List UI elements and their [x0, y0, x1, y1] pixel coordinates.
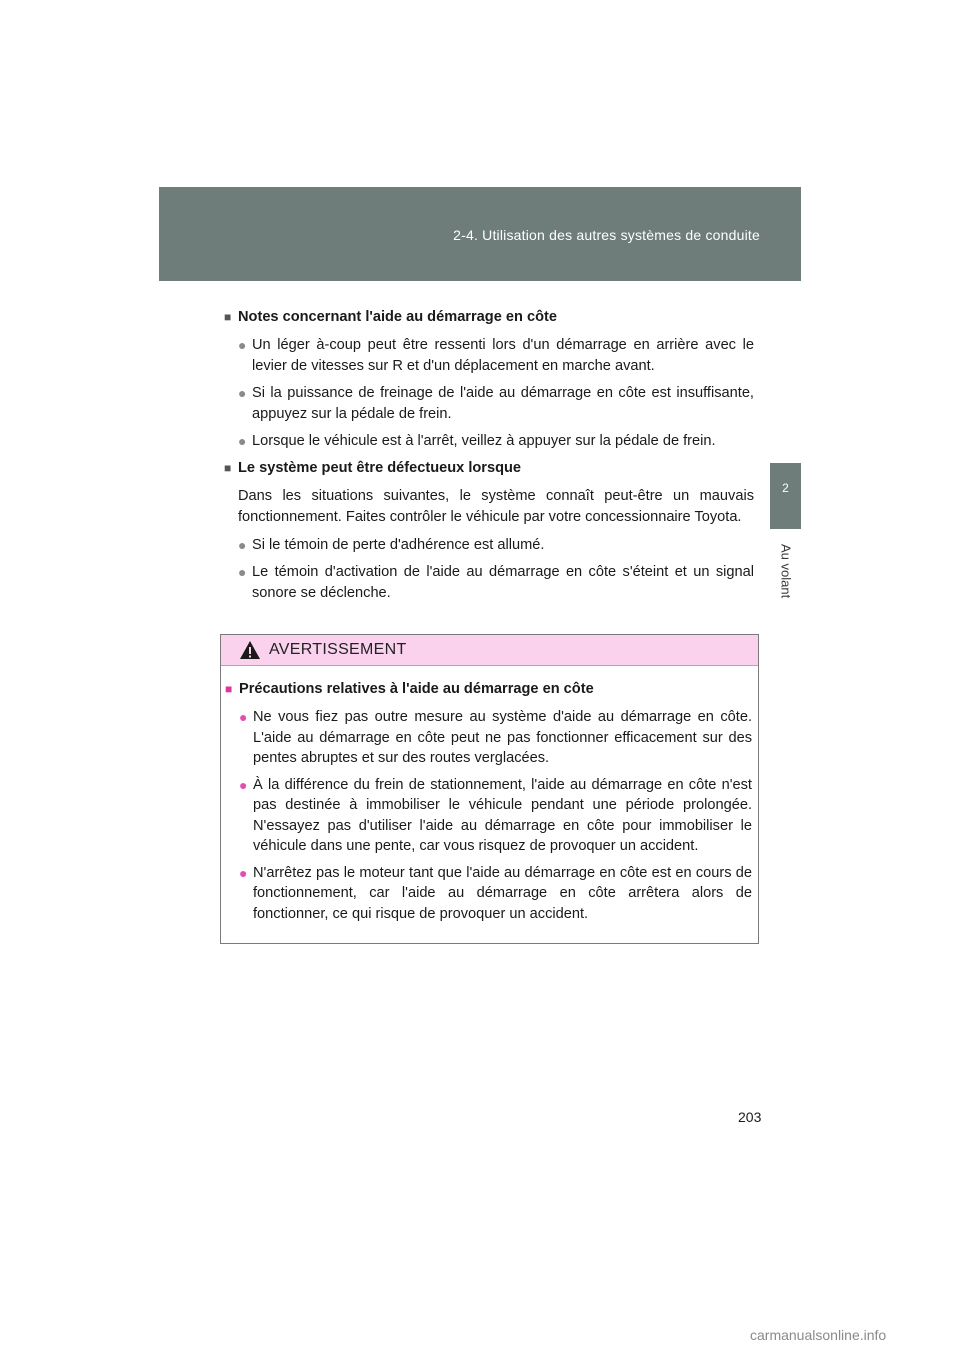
circle-bullet-icon: ● [239, 864, 248, 881]
circle-bullet-icon: ● [238, 337, 247, 353]
list-item: ● N'arrêtez pas le moteur tant que l'aide au démarrage en côte est en cours de fonctionnement, car l'aide au démarrage en côte arrêtera alors de fonctionner, ce qui risque de provoquer un accident. [239, 863, 752, 925]
chapter-tab [770, 463, 801, 529]
chapter-number: 2 [782, 481, 789, 495]
circle-bullet-icon: ● [238, 564, 247, 580]
watermark-text: carmanualsonline.info [750, 1327, 887, 1343]
section-heading: ■ Le système peut être défectueux lorsque [224, 460, 522, 476]
circle-bullet-icon: ● [238, 433, 247, 449]
circle-bullet-icon: ● [239, 709, 248, 725]
circle-bullet-icon: ● [238, 537, 247, 553]
warning-header [221, 635, 758, 666]
warning-box [220, 634, 759, 944]
header-band [159, 187, 801, 281]
warning-triangle-icon [239, 640, 261, 660]
list-item: ● Un léger à-coup peut être ressenti lors d'un démarrage en arrière avec le levier de vitesses sur R et d'un déplacement en marche avant. [238, 335, 754, 377]
square-bullet-icon: ■ [224, 461, 232, 475]
circle-bullet-icon: ● [238, 385, 247, 401]
list-item: ● Ne vous fiez pas outre mesure au système d'aide au démarrage en côte. L'aide au démarrage en côte peut ne pas fonctionner efficacement sur des pentes abruptes et sur des routes verglacées. [239, 707, 752, 769]
circle-bullet-icon: ● [239, 776, 248, 793]
list-item: ● Lorsque le véhicule est à l'arrêt, veillez à appuyer sur la pédale de frein. [238, 431, 754, 452]
section-heading: ■ Notes concernant l'aide au démarrage en côte [224, 309, 557, 325]
chapter-label-text: Au volant [778, 543, 794, 599]
square-bullet-icon: ■ [225, 682, 233, 696]
chapter-label [772, 540, 800, 602]
list-item: ● À la différence du frein de stationnement, l'aide au démarrage en côte n'est pas destinée à immobiliser le véhicule pendant une période prolongée. N'essayez pas d'utiliser l'aide au démarrage en côte pour immobiliser le véhicule dans une pente, car vous risquez de provoquer un accident. [239, 775, 752, 857]
paragraph: Dans les situations suivantes, le système connaît peut-être un mauvais fonctionnement. Faites contrôler le véhicule par votre concessionnaire Toyota. [238, 488, 754, 525]
list-item: ● Si le témoin de perte d'adhérence est allumé. [238, 535, 754, 556]
page-number: 203 [738, 1109, 762, 1125]
warning-heading: ■ Précautions relatives à l'aide au démarrage en côte [225, 681, 594, 697]
list-item: ● Si la puissance de freinage de l'aide au démarrage en côte est insuffisante, appuyez sur la pédale de frein. [238, 383, 754, 425]
square-bullet-icon: ■ [224, 310, 232, 324]
section-title: 2-4. Utilisation des autres systèmes de conduite [453, 227, 760, 243]
main-content [224, 307, 754, 610]
warning-title: AVERTISSEMENT [269, 641, 407, 658]
warning-body [221, 666, 758, 924]
list-item: ● Le témoin d'activation de l'aide au démarrage en côte s'éteint et un signal sonore se déclenche. [238, 562, 754, 604]
